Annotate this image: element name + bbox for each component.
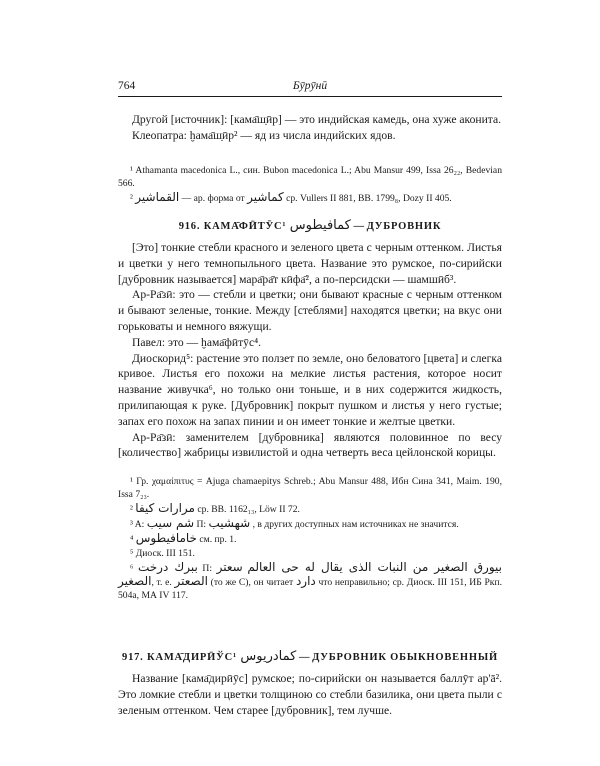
entry-paragraph: Ар-Ра̄зӣ: заменителем [дубровника] являются половинное по весу [количество] жабрицы извилистой и одна четверть веса цейлонской корицы. bbox=[118, 430, 502, 460]
entry-paragraph: Павел: это — ḫама̄фӣтӯс⁴. bbox=[132, 335, 262, 349]
entry-paragraph: Название [кама̄дирӣӯс] румское; по-сирийски он называется баллӯт ар'ā². Это ломкие стебли и цветки толщиною со стебли базилика, они цвета пыли с зеленым оттенком. Чем старее [дубровник], тем лучше. bbox=[118, 672, 502, 717]
arabic-text: الصعتر bbox=[174, 574, 208, 588]
entry-paragraph: [Это] тонкие стебли красного и зеленого цвета с черным оттенком. Листья и цветки у него темнопыльного цвета. Название это румское, по-сирийски [дубровник называется] мара̄ра̄т кӣфа̄², а по-персидски — шамшӣб³. bbox=[118, 241, 502, 286]
arabic-text: مرارات كيفا bbox=[135, 501, 195, 515]
intro-paragraph: Другой [источник]: [кама̄ш̣ӣр] — это индийская камедь, она хуже аконита. bbox=[132, 113, 502, 126]
entry-heading-916: 916. КАМА̄ФӢТӮС¹ كمافيطوس — ДУБРОВНИК bbox=[178, 218, 442, 233]
arabic-text: خامافيطوس bbox=[135, 531, 197, 545]
running-title: Бӯрӯнӣ bbox=[292, 80, 328, 92]
entry-917-text bbox=[118, 671, 502, 718]
intro-text bbox=[118, 112, 502, 144]
footnote: ¹ Гр. χαμαίπιτυς = Ajuga chamaepitys Schreb.; Abu Mansur 488, Ибн Сина 341, Maim. 190, Issa 7₂₃. bbox=[118, 476, 502, 500]
arabic-text: كماشير bbox=[247, 190, 284, 204]
arabic-text: شم سيب bbox=[146, 516, 195, 530]
footnote: ¹ Athamanta macedonica L., син. Bubon macedonica L.; Abu Mansur 499, Issa 26₂₂, Bedevian 566. bbox=[118, 165, 502, 189]
footnote: ⁴ خامافيطوس см. пр. 1. bbox=[130, 531, 237, 545]
footnote: ⁶ ببرك درخت П: بيورق الصغير من النبات الذى يقال له حى العالم سعتر الصغير, т. е. الصعتر (то же C), он читает دارد что неправильно; ср. Диоск. III 151, ИБ Ркп. 504а, МА IV 117. bbox=[118, 560, 502, 601]
arabic-text: كمافيطوس bbox=[289, 218, 351, 233]
entry-paragraph: Ар-Ра̄зӣ: это — стебли и цветки; они бывают красные с черным оттенком и бывают зеленые, тонкие. Между [стеблями] находятся цветки; на вкус они горьковаты и немного вяжущи. bbox=[118, 288, 502, 333]
arabic-text: شهشيب bbox=[208, 516, 251, 530]
arabic-text: بيورق الصغير من النبات الذى يقال له حى العالم bbox=[247, 560, 502, 574]
footnote: ² القماشير — ар. форма от كماشير ср. Vullers II 881, BB. 1799₈, Dozy II 405. bbox=[130, 190, 452, 204]
footnote: ³ A: شم سيب П: شهشيب , в других доступных нам источниках не значится. bbox=[130, 516, 459, 530]
arabic-text: القماشير bbox=[135, 190, 180, 204]
footnote: ² مرارات كيفا ср. BB. 1162₁₃, Löw II 72. bbox=[130, 501, 300, 515]
arabic-text: ببرك درخت bbox=[137, 560, 198, 574]
entry-heading-917: 917. КАМА̄ДИРӢЎС¹ كمادريوس — ДУБРОВНИК ОБЫКНОВЕННЫЙ bbox=[122, 649, 498, 664]
footnote: ⁵ Диоск. III 151. bbox=[130, 548, 195, 559]
arabic-text: سعتر الصغير bbox=[118, 560, 243, 588]
intro-paragraph: Клеопатра: ḫама̄ш̣ӣр² — яд из числа индийских ядов. bbox=[132, 128, 396, 142]
intro-footnotes bbox=[118, 164, 502, 206]
entry-916-text bbox=[118, 240, 502, 461]
page-header bbox=[118, 78, 502, 97]
entry-paragraph: Диоскорид⁵: растение это ползет по земле, оно беловатого [цвета] и слегка кривое. Листья его похожи на мелкие листья растения, которое носит название живучка⁶, но только они тоньше, и в них содержится жидкость, прилипающая к руке. [Дубровник] покрыт пушком и листья у него густые; запах его похож на запах пинии и он имеет тонкие и желтые цветки. bbox=[118, 351, 502, 428]
arabic-text: دارد bbox=[295, 574, 316, 588]
page-number: 764 bbox=[118, 80, 136, 92]
arabic-text: كمادريوس bbox=[240, 649, 297, 664]
entry-916-footnotes bbox=[118, 475, 502, 603]
